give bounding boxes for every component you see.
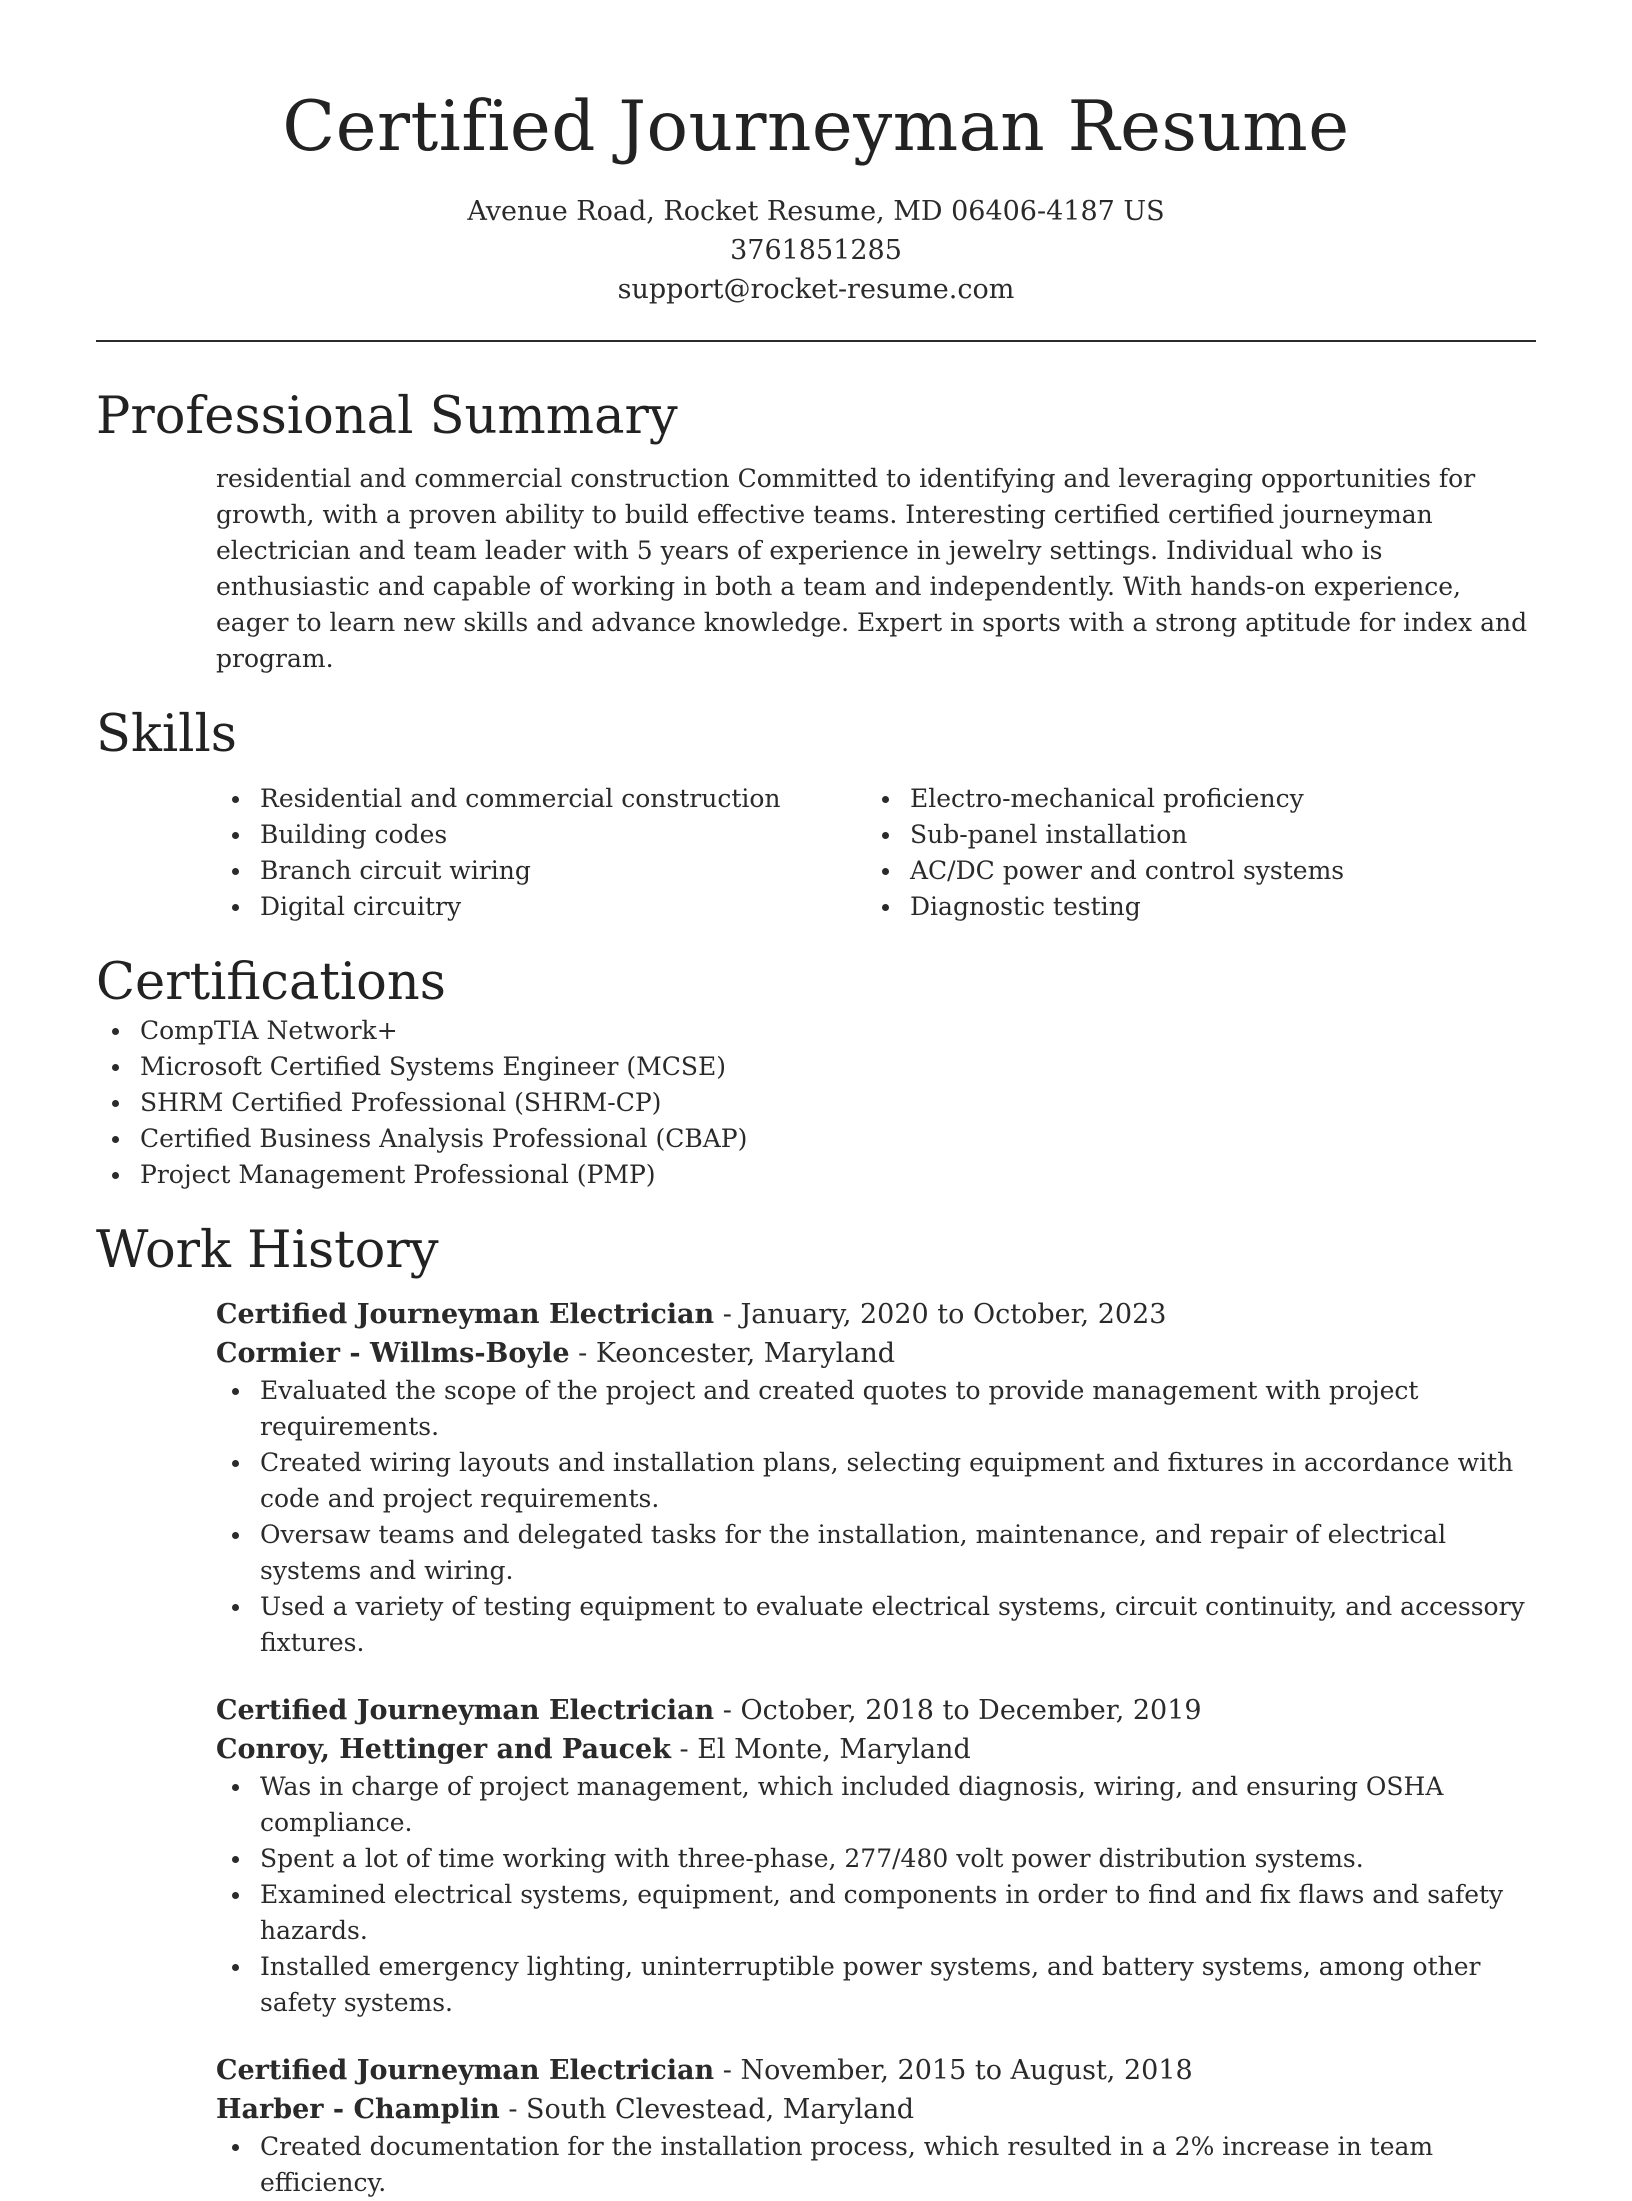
separator: - xyxy=(670,1734,698,1765)
separator: - xyxy=(499,2094,527,2125)
duty-item: Used a variety of testing equipment to evaluate electrical systems, circuit continuity, and accessory fixtures. xyxy=(216,1589,1536,1661)
job-location: South Clevestead, Maryland xyxy=(526,2094,915,2125)
job-company-line xyxy=(216,1334,1536,1373)
contact-phone: 3761851285 xyxy=(730,235,902,266)
job-duties xyxy=(216,1373,1536,1661)
separator: - xyxy=(714,2055,741,2086)
job-title-line xyxy=(216,1691,1536,1730)
job-dates: November, 2015 to August, 2018 xyxy=(740,2055,1193,2086)
job-entry xyxy=(216,2051,1536,2201)
skill-item: Branch circuit wiring xyxy=(216,853,866,889)
certification-item: SHRM Certified Professional (SHRM-CP) xyxy=(96,1085,1536,1121)
certification-item: Certified Business Analysis Professional (CBAP) xyxy=(96,1121,1536,1157)
job-title: Certified Journeyman Electrician xyxy=(216,1695,715,1726)
summary-heading: Professional Summary xyxy=(96,387,678,446)
separator: - xyxy=(714,1695,741,1726)
resume-title: Certified Journeyman Resume xyxy=(282,87,1350,167)
duty-item: Created documentation for the installation process, which resulted in a 2% increase in team efficiency. xyxy=(216,2129,1536,2201)
job-duties xyxy=(216,2129,1536,2201)
summary-text: residential and commercial construction Committed to identifying and leveraging opportunities for growth, with a proven ability to build effective teams. Interesting certified certified journeyman electrician and team leader with 5 years of experience in jewelry settings. Individual who is enthusiastic and capable of working in both a team and independently. With hands-on experience, eager to learn new skills and advance knowledge. Expert in sports with a strong aptitude for index and program. xyxy=(216,464,1528,673)
job-title-line xyxy=(216,1295,1536,1334)
job-company-line xyxy=(216,2090,1536,2129)
skill-item: Digital circuitry xyxy=(216,889,866,925)
certifications-heading: Certifications xyxy=(96,953,446,1012)
skills-column-left xyxy=(216,781,866,925)
skills-list xyxy=(216,781,1536,925)
skill-item: Electro-mechanical proficiency xyxy=(866,781,1516,817)
job-location: El Monte, Maryland xyxy=(697,1734,971,1765)
contact-address: Avenue Road, Rocket Resume, MD 06406-4187 US xyxy=(467,196,1165,227)
job-location: Keoncester, Maryland xyxy=(595,1338,896,1369)
header-divider xyxy=(96,340,1536,342)
job-dates: January, 2020 to October, 2023 xyxy=(740,1299,1167,1330)
skill-item: Sub-panel installation xyxy=(866,817,1516,853)
job-company-line xyxy=(216,1730,1536,1769)
job-entry xyxy=(216,1691,1536,2021)
duty-item: Oversaw teams and delegated tasks for the installation, maintenance, and repair of electrical systems and wiring. xyxy=(216,1517,1536,1589)
certification-item: Microsoft Certified Systems Engineer (MCSE) xyxy=(96,1049,1536,1085)
duty-item: Evaluated the scope of the project and created quotes to provide management with project requirements. xyxy=(216,1373,1536,1445)
job-title-line xyxy=(216,2051,1536,2090)
skill-item: Building codes xyxy=(216,817,866,853)
job-company: Harber - Champlin xyxy=(216,2094,500,2125)
duty-item: Examined electrical systems, equipment, and components in order to find and fix flaws and safety hazards. xyxy=(216,1877,1536,1949)
separator: - xyxy=(569,1338,596,1369)
skills-heading: Skills xyxy=(96,705,237,764)
duty-item: Installed emergency lighting, uninterruptible power systems, and battery systems, among other safety systems. xyxy=(216,1949,1536,2021)
job-entry xyxy=(216,1295,1536,1661)
job-dates: October, 2018 to December, 2019 xyxy=(740,1695,1202,1726)
job-company: Conroy, Hettinger and Paucek xyxy=(216,1734,671,1765)
duty-item: Spent a lot of time working with three-phase, 277/480 volt power distribution systems. xyxy=(216,1841,1536,1877)
skill-item: Residential and commercial construction xyxy=(216,781,866,817)
job-title: Certified Journeyman Electrician xyxy=(216,2055,715,2086)
certification-item: CompTIA Network+ xyxy=(96,1013,1536,1049)
contact-email: support@rocket-resume.com xyxy=(617,274,1015,305)
duty-item: Created wiring layouts and installation plans, selecting equipment and fixtures in accordance with code and project requirements. xyxy=(216,1445,1536,1517)
certifications-list xyxy=(96,1013,1536,1193)
contact-block xyxy=(96,192,1536,309)
skill-item: AC/DC power and control systems xyxy=(866,853,1516,889)
duty-item: Was in charge of project management, which included diagnosis, wiring, and ensuring OSHA compliance. xyxy=(216,1769,1536,1841)
job-company: Cormier - Willms-Boyle xyxy=(216,1338,570,1369)
job-duties xyxy=(216,1769,1536,2021)
skills-column-right xyxy=(866,781,1516,925)
resume-page xyxy=(96,0,1536,2201)
skill-item: Diagnostic testing xyxy=(866,889,1516,925)
separator: - xyxy=(714,1299,741,1330)
job-title: Certified Journeyman Electrician xyxy=(216,1299,715,1330)
certification-item: Project Management Professional (PMP) xyxy=(96,1157,1536,1193)
work-history-heading: Work History xyxy=(96,1221,439,1280)
